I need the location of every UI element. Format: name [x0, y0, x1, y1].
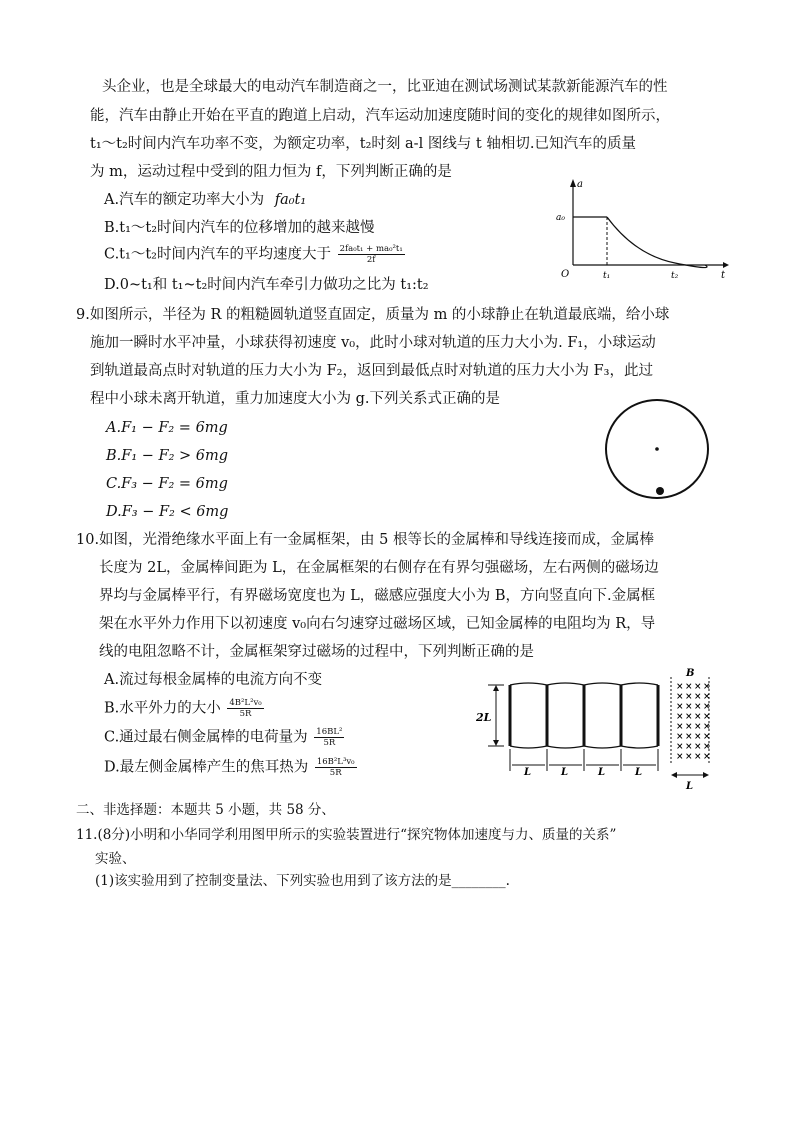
q10-stem-line1: 10.如图，光滑绝缘水平面上有一金属框架，由 5 根等长的金属棒和导线连接而成，金属棒	[76, 532, 654, 548]
t1-label: t₁	[603, 271, 611, 281]
field-cross-icon: ×	[685, 692, 693, 702]
t-axis-label: t	[721, 270, 726, 281]
q10-frame-figure	[470, 665, 720, 793]
field-width-arrow-left-icon	[671, 772, 677, 778]
a0-label: a₀	[556, 213, 565, 223]
q10-stem-line4: 架在水平外力作用下以初速度 v₀向右匀速穿过磁场区域，已知金属棒的电阻均为 R，导	[99, 616, 656, 632]
q8-stem-line4: 为 m，运动过程中受到的阻力恒为 f，下列判断正确的是	[90, 164, 452, 180]
q8-option-c-fraction: $\frac{\text{2fa₀t₁ + ma₀²t₁}}{2f}$	[339, 244, 403, 265]
q8-acceleration-graph	[555, 175, 730, 283]
field-cross-icon: ×	[694, 742, 702, 752]
field-cross-icon: ×	[694, 722, 702, 732]
q11-subquestion-1: (1)该实验用到了控制变量法、下列实验也用到了该方法的是________.	[95, 873, 510, 889]
spacing-label-1: L	[524, 767, 532, 778]
field-cross-icon: ×	[703, 732, 711, 742]
a-axis-arrow-icon	[570, 179, 576, 187]
spacing-label-4: L	[635, 767, 643, 778]
field-cross-icon: ×	[703, 722, 711, 732]
height-arrow-up-icon	[493, 685, 499, 691]
q10-option-d-fraction: $\frac{\text{16B²L³v₀}}{5R}$	[316, 757, 355, 778]
field-cross-icon: ×	[694, 692, 702, 702]
field-cross-icon: ×	[703, 752, 711, 762]
spacing-label-3: L	[598, 767, 606, 778]
q9-option-a: A.F₁ − F₂ = 6mg	[106, 420, 228, 436]
q9-stem-line2: 施加一瞬时水平冲量，小球获得初速度 v₀，此时小球对轨道的压力大小为. F₁，小球运动	[90, 335, 656, 351]
q11-stem-line1: 11.(8分)小明和小华同学利用图甲所示的实验装置进行“探究物体加速度与力、质量的关系”	[76, 827, 617, 843]
field-cross-icon: ×	[694, 732, 702, 742]
q10-option-b-text: B.水平外力的大小	[104, 700, 221, 717]
field-cross-icon: ×	[694, 712, 702, 722]
q9-option-c: C.F₃ − F₂ = 6mg	[106, 476, 228, 492]
field-cross-icon: ×	[685, 682, 693, 692]
field-width-arrow-right-icon	[703, 772, 709, 778]
q10-option-a: A.流过每根金属棒的电流方向不变	[104, 672, 323, 688]
q9-option-d: D.F₃ − F₂ < 6mg	[106, 504, 229, 520]
height-arrow-down-icon	[493, 740, 499, 746]
q8-option-d: D.0~t₁和 t₁~t₂时间内汽车牵引力做功之比为 t₁:t₂	[104, 277, 429, 293]
field-width-label: L	[686, 781, 694, 792]
q10-option-d-text: D.最左侧金属棒产生的焦耳热为	[104, 759, 309, 776]
q8-stem-line1: 头企业，也是全球最大的电动汽车制造商之一，比亚迪在测试场测试某款新能源汽车的性	[102, 79, 668, 95]
q8-option-c	[104, 244, 405, 265]
q10-option-b	[104, 698, 264, 719]
ball	[656, 487, 664, 495]
q10-stem-line2: 长度为 2L，金属棒间距为 L，在金属框架的右侧存在有界匀强磁场，左右两侧的磁场边	[99, 560, 659, 576]
q10-option-c	[104, 727, 344, 748]
q9-option-b: B.F₁ − F₂ > 6mg	[106, 448, 229, 464]
q10-option-c-text: C.通过最右侧金属棒的电荷量为	[104, 729, 308, 746]
q8-option-a-text: A.汽车的额定功率大小为	[104, 192, 265, 208]
a-axis-label: a	[577, 179, 583, 190]
t-axis-arrow-icon	[723, 262, 729, 268]
field-cross-icon: ×	[685, 712, 693, 722]
q9-stem-line1: 9.如图所示，半径为 R 的粗糙圆轨道竖直固定，质量为 m 的小球静止在轨道最底端，给小球	[76, 307, 670, 323]
field-cross-icon: ×	[685, 732, 693, 742]
t2-label: t₂	[671, 271, 679, 281]
field-cross-icon: ×	[676, 702, 684, 712]
field-cross-icon: ×	[703, 682, 711, 692]
field-cross-icon: ×	[703, 742, 711, 752]
field-cross-icon: ×	[694, 702, 702, 712]
field-cross-icon: ×	[676, 732, 684, 742]
field-cross-icon: ×	[676, 692, 684, 702]
field-cross-icon: ×	[694, 682, 702, 692]
field-cross-icon: ×	[676, 712, 684, 722]
q8-option-a	[104, 190, 306, 210]
field-cross-icon: ×	[676, 682, 684, 692]
section2-title: 二、非选择题：本题共 5 小题，共 58 分、	[76, 802, 335, 818]
field-cross-icon: ×	[676, 742, 684, 752]
track-center-dot	[655, 447, 659, 451]
q9-stem-line3: 到轨道最高点时对轨道的压力大小为 F₂，返回到最低点时对轨道的压力大小为 F₃，此过	[90, 363, 653, 379]
field-cross-icon: ×	[703, 712, 711, 722]
q9-circular-track	[602, 395, 714, 503]
q8-option-c-text: C.t₁～t₂时间内汽车的平均速度大于	[104, 246, 331, 263]
origin-label: O	[561, 269, 570, 280]
top-wire	[510, 683, 658, 685]
field-cross-icon: ×	[694, 752, 702, 762]
q10-option-d	[104, 757, 357, 778]
bottom-wire	[510, 746, 658, 748]
field-cross-icon: ×	[685, 702, 693, 712]
field-cross-marks	[676, 682, 711, 762]
field-cross-icon: ×	[685, 742, 693, 752]
field-cross-icon: ×	[676, 722, 684, 732]
q10-stem-line3: 界均与金属棒平行，有界磁场宽度也为 L，磁感应强度大小为 B，方向竖直向下.金属框	[99, 588, 656, 604]
q9-stem-line4: 程中小球未离开轨道，重力加速度大小为 g.下列关系式正确的是	[90, 391, 500, 407]
q10-option-b-fraction: $\frac{\text{4B²L²v₀}}{5R}$	[229, 698, 262, 719]
q11-stem-line2: 实验、	[95, 851, 136, 867]
field-b-label: B	[686, 668, 695, 679]
field-cross-icon: ×	[703, 692, 711, 702]
field-cross-icon: ×	[676, 752, 684, 762]
q8-stem-line2: 能，汽车由静止开始在平直的跑道上启动，汽车运动加速度随时间的变化的规律如图所示，	[90, 108, 670, 124]
field-cross-icon: ×	[685, 752, 693, 762]
field-cross-icon: ×	[703, 702, 711, 712]
q8-stem-line3: t₁～t₂时间内汽车功率不变，为额定功率，t₂时刻 a-l 图线与 t 轴相切.已知汽车的质量	[90, 136, 636, 152]
q8-option-a-math: fa₀t₁	[274, 192, 307, 208]
spacing-label-2: L	[561, 767, 569, 778]
height-label: 2L	[476, 711, 492, 724]
field-cross-icon: ×	[685, 722, 693, 732]
q10-option-c-fraction: $\frac{\text{16BL²}}{5R}$	[316, 727, 343, 748]
q8-option-b: B.t₁～t₂时间内汽车的位移增加的越来越慢	[104, 220, 375, 236]
q10-stem-line5: 线的电阻忽略不计，金属框架穿过磁场的过程中，下列判断正确的是	[99, 644, 534, 660]
decay-curve	[607, 217, 707, 268]
